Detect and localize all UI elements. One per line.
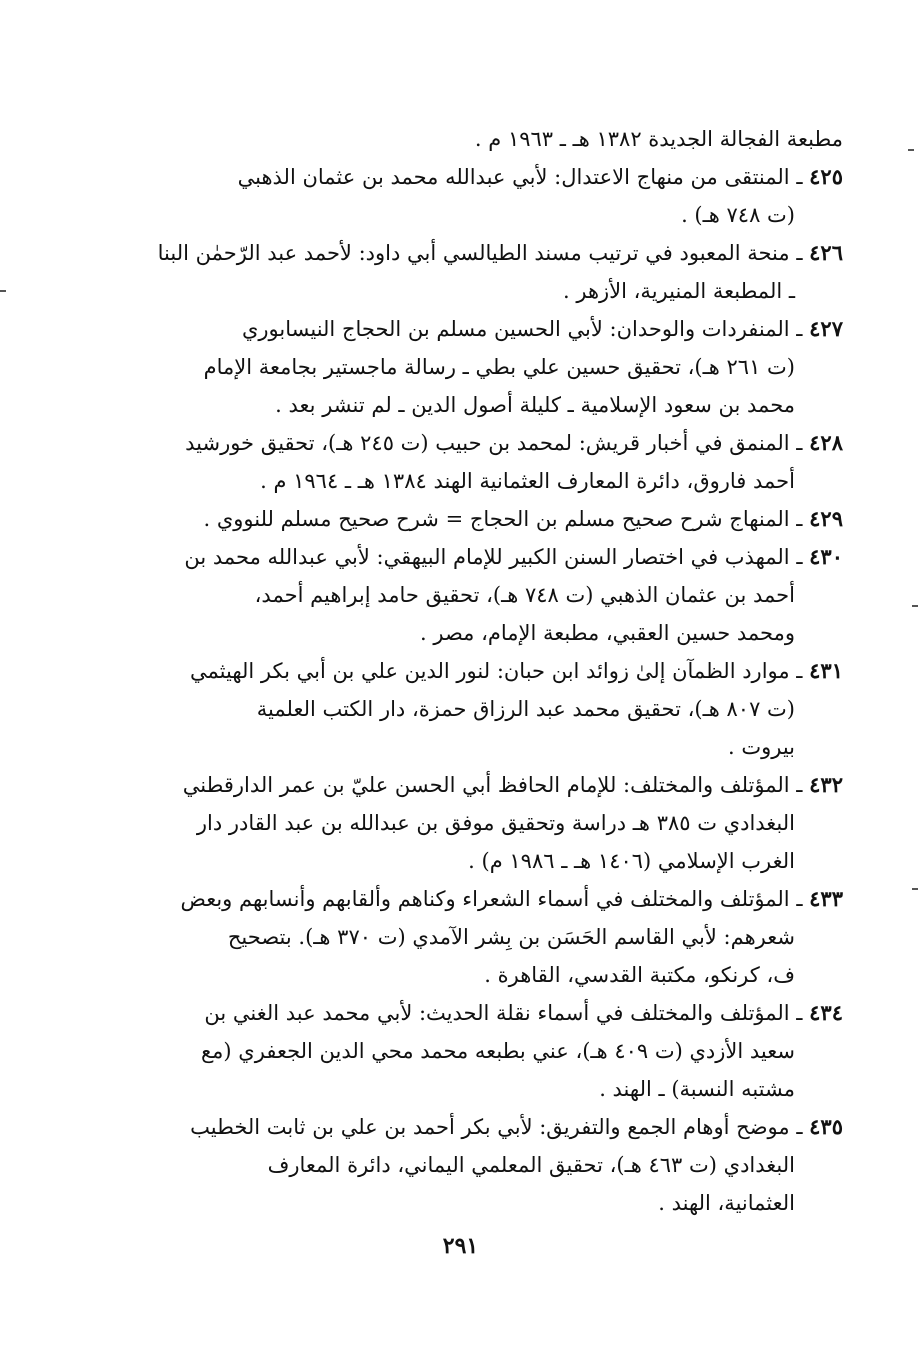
top-line: مطبعة الفجالة الجديدة ١٣٨٢ هـ ـ ١٩٦٣ م .	[474, 127, 843, 151]
entry-number: ٤٢٧	[809, 316, 843, 341]
entry-text: سعيد الأزدي (ت ٤٠٩ هـ)، عني بطبعه محمد محي الدين الجعفري (مع	[201, 1039, 795, 1063]
entry-text: ـ المؤتلف والمختلف في أسماء الشعراء وكناهم وألقابهم وأنسابهم وبعض	[180, 887, 803, 911]
entry-text: بيروت .	[727, 735, 795, 759]
scan-mark	[0, 290, 6, 292]
entry-number: ٤٣٤	[809, 1000, 843, 1025]
entry-first-line	[145, 158, 843, 196]
entry-first-line	[145, 1108, 843, 1146]
entry-text: ـ المطبعة المنيرية، الأزهر .	[563, 279, 795, 303]
entry-first-line	[145, 424, 843, 462]
entry-text: مشتبه النسبة) ـ الهند .	[599, 1077, 795, 1101]
entry-432	[145, 766, 843, 880]
entry-first-line	[145, 234, 843, 272]
entry-435	[145, 1108, 843, 1222]
entry-text: (ت ٢٦١ هـ)، تحقيق حسين علي بطي ـ رسالة ماجستير بجامعة الإمام	[203, 355, 795, 379]
entry-first-line	[145, 880, 843, 918]
entry-425	[145, 158, 843, 234]
entry-428	[145, 424, 843, 500]
bibliography-content	[145, 120, 843, 1222]
entry-429	[145, 500, 843, 538]
entry-first-line	[145, 310, 843, 348]
entry-text: البغدادي ت ٣٨٥ هـ دراسة وتحقيق موفق بن عبدالله بن عبد القادر دار	[196, 811, 795, 835]
entry-number: ٤٢٩	[809, 506, 843, 531]
entry-number: ٤٣٠	[809, 544, 843, 569]
entry-first-line	[145, 766, 843, 804]
entry-430	[145, 538, 843, 652]
entry-text: ـ منحة المعبود في ترتيب مسند الطيالسي أبي داود: لأحمد عبد الرّحمٰن البنا	[157, 241, 803, 265]
entry-number: ٤٢٨	[809, 430, 843, 455]
entry-text: ف، كرنكو، مكتبة القدسي، القاهرة .	[484, 963, 795, 987]
scan-mark	[912, 888, 918, 890]
entry-text: ومحمد حسين العقبي، مطبعة الإمام، مصر .	[420, 621, 795, 645]
entry-433	[145, 880, 843, 994]
entry-text: أحمد فاروق، دائرة المعارف العثمانية الهند ١٣٨٤ هـ ـ ١٩٦٤ م .	[260, 469, 795, 493]
entry-text: (ت ٨٠٧ هـ)، تحقيق محمد عبد الرزاق حمزة، دار الكتب العلمية	[256, 697, 795, 721]
entry-text: (ت ٧٤٨ هـ) .	[681, 203, 795, 227]
entry-text: الغرب الإسلامي (١٤٠٦ هـ ـ ١٩٨٦ م) .	[468, 849, 795, 873]
entry-first-line	[145, 538, 843, 576]
entry-text: أحمد بن عثمان الذهبي (ت ٧٤٨ هـ)، تحقيق حامد إبراهيم أحمد،	[254, 583, 795, 607]
entry-text: ـ المنتقى من منهاج الاعتدال: لأبي عبدالله محمد بن عثمان الذهبي	[237, 165, 803, 189]
entry-first-line	[145, 652, 843, 690]
entry-text: ـ المهذب في اختصار السنن الكبير للإمام البيهقي: لأبي عبدالله محمد بن	[184, 545, 803, 569]
entry-text: ـ موارد الظمآن إلىٰ زوائد ابن حبان: لنور الدين علي بن أبي بكر الهيثمي	[190, 659, 803, 683]
entry-first-line	[145, 500, 843, 538]
entry-number: ٤٣١	[809, 658, 843, 683]
entry-text: ـ موضح أوهام الجمع والتفريق: لأبي بكر أحمد بن علي بن ثابت الخطيب	[190, 1115, 803, 1139]
entry-number: ٤٣٢	[809, 772, 843, 797]
entry-text: محمد بن سعود الإسلامية ـ كليلة أصول الدين ـ لم تنشر بعد .	[275, 393, 795, 417]
entry-text: العثمانية، الهند .	[658, 1191, 795, 1215]
entry-text: ـ المنفردات والوحدان: لأبي الحسين مسلم بن الحجاج النيسابوري	[241, 317, 803, 341]
scan-mark	[912, 605, 918, 607]
entry-text: ـ المنهاج شرح صحيح مسلم بن الحجاج = شرح صحيح مسلم للنووي .	[203, 507, 803, 531]
entry-number: ٤٢٦	[809, 240, 843, 265]
entry-text: ـ المنمق في أخبار قريش: لمحمد بن حبيب (ت ٢٤٥ هـ)، تحقيق خورشيد	[185, 431, 803, 455]
entry-431	[145, 652, 843, 766]
entry-first-line	[145, 994, 843, 1032]
entry-text: ـ المؤتلف والمختلف: للإمام الحافظ أبي الحسن عليّ بن عمر الدارقطني	[182, 773, 803, 797]
page-number: ٢٩١	[442, 1233, 479, 1259]
entry-number: ٤٣٣	[809, 886, 843, 911]
scan-mark	[908, 149, 914, 151]
entry-426	[145, 234, 843, 310]
entry-427	[145, 310, 843, 424]
entry-434	[145, 994, 843, 1108]
entry-text: ـ المؤتلف والمختلف في أسماء نقلة الحديث: لأبي محمد عبد الغني بن	[204, 1001, 803, 1025]
entry-text: البغدادي (ت ٤٦٣ هـ)، تحقيق المعلمي اليماني، دائرة المعارف	[267, 1153, 795, 1177]
entry-number: ٤٢٥	[809, 164, 843, 189]
entry-text: شعرهم: لأبي القاسم الحَسَن بن بِشر الآمدي (ت ٣٧٠ هـ). بتصحيح	[227, 925, 795, 949]
entry-number: ٤٣٥	[809, 1114, 843, 1139]
